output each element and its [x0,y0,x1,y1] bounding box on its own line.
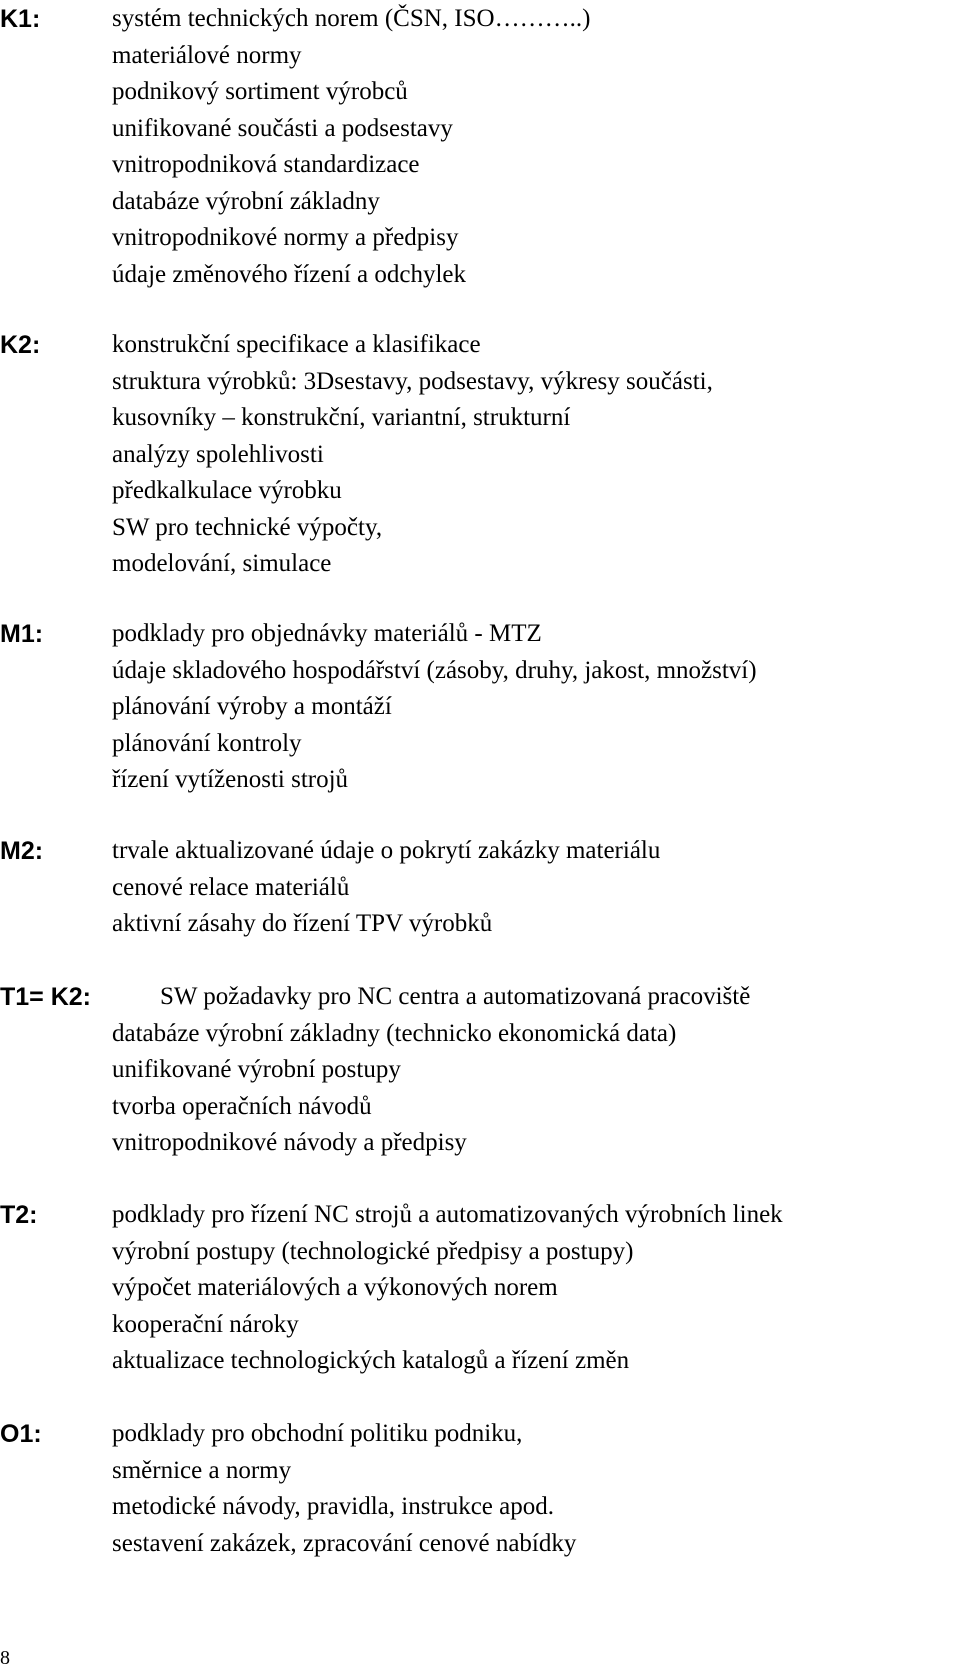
list-item: plánování výroby a montáží [112,693,392,720]
list-item: modelování, simulace [112,550,332,577]
list-item: struktura výrobků: 3Dsestavy, podsestavy, výkresy součásti, [112,367,713,395]
list-item: tvorba operačních návodů [112,1092,372,1120]
item-list [112,1016,676,1162]
list-item: systém technických norem (ČSN, ISO………..) [112,5,591,32]
list-item: vnitropodnikové normy a předpisy [112,224,459,251]
section-label: T1= K2: [0,983,92,1011]
list-item: řízení vytíženosti strojů [112,766,349,793]
section-label: K1: [0,5,41,33]
list-item: aktivní zásahy do řízení TPV výrobků [112,910,493,937]
list-item: plánování kontroly [112,729,302,757]
list-item: SW požadavky pro NC centra a automatizovaná pracoviště [160,983,751,1010]
page-number: 8 [0,1647,10,1669]
list-item: trvale aktualizované údaje o pokrytí zakázky materiálu [112,837,661,864]
list-item: unifikované součásti a podsestavy [112,114,453,142]
list-item: údaje změnového řízení a odchylek [112,260,467,288]
section-label: M1: [0,620,44,648]
list-item: SW pro technické výpočty, [112,513,383,541]
list-item: kusovníky – konstrukční, variantní, strukturní [112,404,571,431]
item-list [112,1197,783,1380]
section-label: T2: [0,1201,38,1229]
list-item: podklady pro řízení NC strojů a automatizovaných výrobních linek [112,1201,783,1228]
list-item: vnitropodniková standardizace [112,151,420,178]
section-label: O1: [0,1420,42,1448]
item-list [112,1416,576,1562]
list-item: sestavení zakázek, zpracování cenové nabídky [112,1529,577,1557]
list-item: podnikový sortiment výrobců [112,78,408,105]
list-item: databáze výrobní základny (technicko ekonomická data) [112,1019,677,1047]
list-item: cenové relace materiálů [112,873,350,901]
list-item: podklady pro objednávky materiálů - MTZ [112,620,542,647]
list-item: kooperační nároky [112,1310,299,1338]
item-list [112,1,590,293]
list-item: údaje skladového hospodářství (zásoby, druhy, jakost, množství) [112,656,757,684]
list-item: databáze výrobní základny [112,187,380,215]
list-item: podklady pro obchodní politiku podniku, [112,1420,523,1447]
item-list [112,327,713,583]
list-item: unifikované výrobní postupy [112,1056,401,1083]
list-item: směrnice a normy [112,1456,292,1484]
item-list [112,616,757,799]
section-label: K2: [0,331,41,359]
list-item: analýzy spolehlivosti [112,440,324,468]
list-item: vnitropodnikové návody a předpisy [112,1129,467,1156]
list-item: metodické návody, pravidla, instrukce apod. [112,1493,554,1520]
list-item: předkalkulace výrobku [112,477,342,504]
list-item: výpočet materiálových a výkonových norem [112,1274,558,1301]
list-item: materiálové normy [112,41,302,69]
section-label: M2: [0,837,44,865]
list-item: výrobní postupy (technologické předpisy a postupy) [112,1237,634,1265]
list-item: konstrukční specifikace a klasifikace [112,331,481,358]
item-list [112,833,660,943]
list-item: aktualizace technologických katalogů a řízení změn [112,1347,630,1374]
